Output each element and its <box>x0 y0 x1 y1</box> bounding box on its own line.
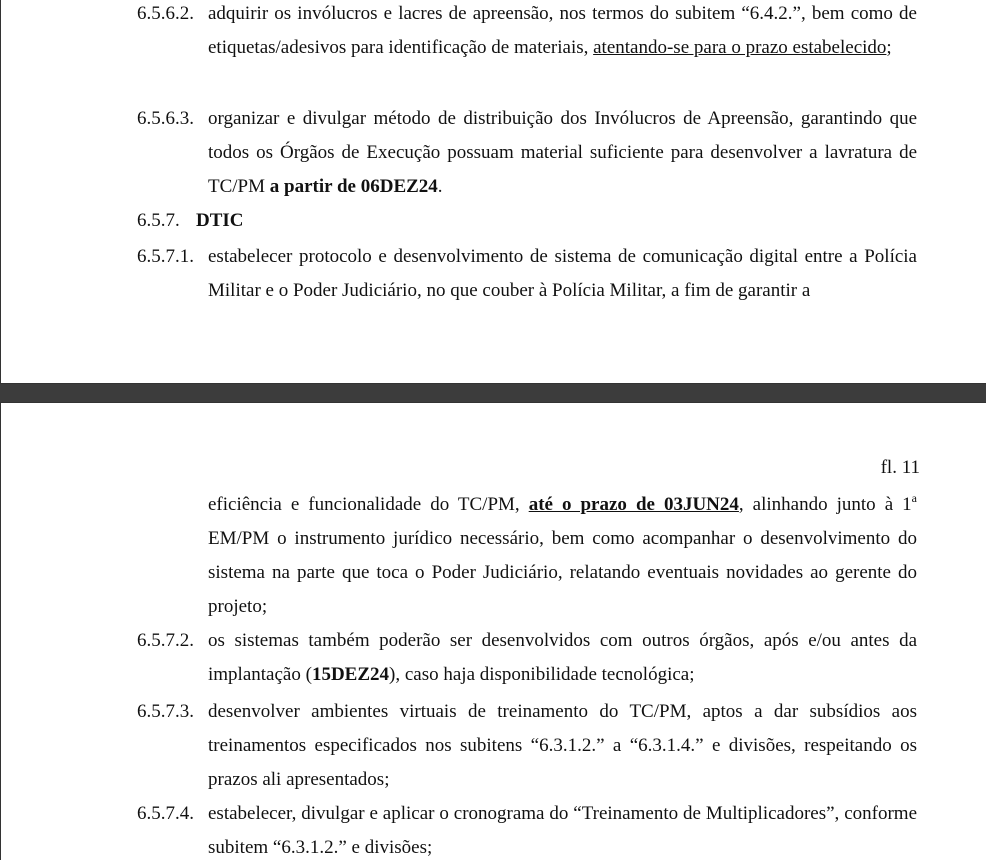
ordinal-superscript: a <box>911 491 917 505</box>
underlined-text: atentando-se para o prazo estabelecido <box>593 37 887 58</box>
bold-date: 15DEZ24 <box>311 664 390 685</box>
item-text: organizar e divulgar método de distribuição dos Invólucros de Apreensão, garantindo que todos os Órgãos de Execução possuam material suficiente para desenvolver a lavratura de TC/PM a partir de 06DEZ24. <box>208 108 917 197</box>
section-title: DTIC <box>196 210 244 231</box>
item-text: desenvolver ambientes virtuais de treinamento do TC/PM, aptos a dar subsídios aos treinamentos especificados nos subitens “6.3.1.2.” a “6.3.1.4.” e divisões, respeitando os prazos ali apresentados; <box>208 701 917 790</box>
item-6-5-6-3 <box>137 102 917 204</box>
item-text: adquirir os invólucros e lacres de apreensão, nos termos do subitem “6.4.2.”, bem como de etiquetas/adesivos para identificação de materiais, atentando-se para o prazo estabelecido; <box>208 3 917 58</box>
item-text: eficiência e funcionalidade do TC/PM, até o prazo de 03JUN24, alinhando junto à 1$^a$ EM/PM o instrumento jurídico necessário, bem como acompanhar o desenvolvimento do sistema na parte que toca o Poder Judiciário, relatando eventuais novidades ao gerente do projeto; <box>208 491 917 617</box>
folio-number: fl. 11 <box>880 457 920 478</box>
bold-underlined-deadline: até o prazo de 03JUN24 <box>528 494 739 515</box>
item-number: 6.5.7.3. <box>137 701 194 722</box>
item-number: 6.5.7.1. <box>137 246 194 267</box>
item-6-5-7-2 <box>137 624 917 692</box>
bold-deadline: a partir de 06DEZ24 <box>269 176 438 197</box>
item-6-5-7-3 <box>137 695 917 797</box>
item-number: 6.5.6.3. <box>137 108 194 129</box>
item-number: 6.5.7.4. <box>137 803 194 824</box>
item-6-5-7-1-continuation <box>137 488 917 624</box>
item-text: os sistemas também poderão ser desenvolvidos com outros órgãos, após e/ou antes da implantação (15DEZ24), caso haja disponibilidade tecnológica; <box>208 630 917 685</box>
item-text: estabelecer protocolo e desenvolvimento de sistema de comunicação digital entre a Polícia Militar e o Poder Judiciário, no que couber à Polícia Militar, a fim de garantir a <box>208 246 917 301</box>
page-separator <box>0 384 986 402</box>
item-number: 6.5.7.2. <box>137 630 194 651</box>
document-page-bottom <box>0 402 986 860</box>
item-6-5-6-2 <box>137 0 917 65</box>
item-number: 6.5.6.2. <box>137 3 194 24</box>
document-page-top <box>0 0 986 384</box>
item-6-5-7-1 <box>137 240 917 308</box>
item-6-5-7-4 <box>137 797 917 865</box>
item-number: 6.5.7. <box>137 210 180 231</box>
item-text: estabelecer, divulgar e aplicar o cronograma do “Treinamento de Multiplicadores”, conforme subitem “6.3.1.2.” e divisões; <box>208 803 917 858</box>
